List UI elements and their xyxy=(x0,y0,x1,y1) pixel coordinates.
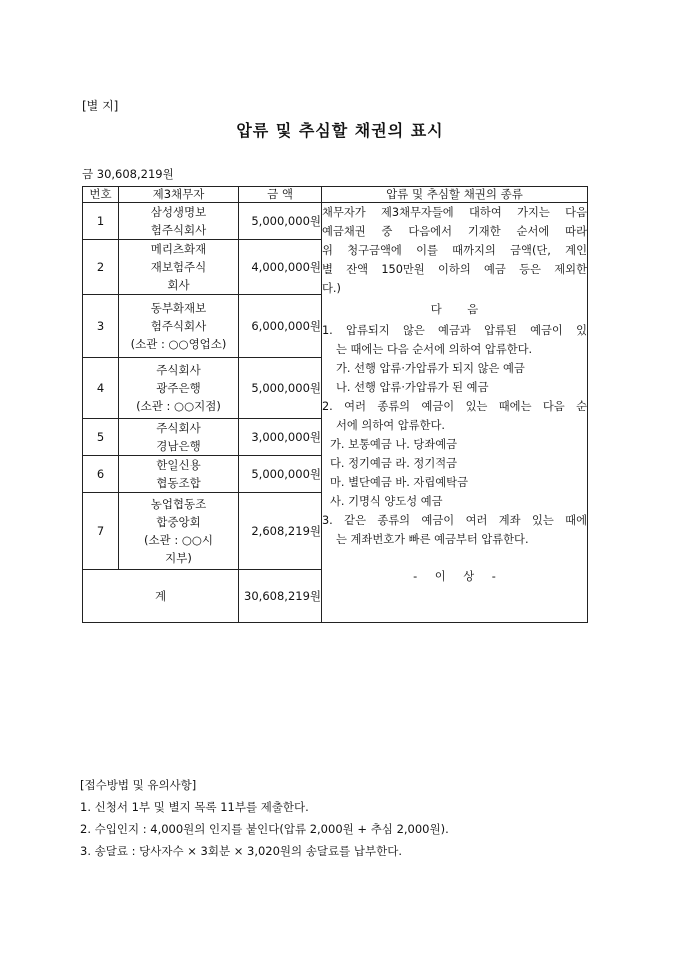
debtor-line: 동부화재보 xyxy=(150,301,207,315)
amount-cell: 5,000,000원 xyxy=(239,203,322,240)
item2-sub: 사. 기명식 양도성 예금 xyxy=(330,495,443,508)
item1-sub: 가. 선행 압류·가압류가 되지 않은 예금 xyxy=(336,362,525,375)
debtor-line: (소관 : ○○시 xyxy=(143,533,214,547)
note-item: 1. 신청서 1부 및 별지 목록 11부를 제출한다. xyxy=(80,800,309,814)
debtor-line: 협동조합 xyxy=(156,476,201,490)
item1-line: 1. 압류되지 않은 예금과 압류된 예금이 있 xyxy=(322,324,587,337)
intro-line: 예금채권 중 다음에서 기재한 순서에 따라 xyxy=(322,225,587,238)
debtor-line: 농업협동조 xyxy=(150,497,207,511)
header-debtor: 제3채무자 xyxy=(119,187,239,203)
row-number: 4 xyxy=(83,358,119,419)
table-header-row xyxy=(83,187,588,203)
debtor-cell xyxy=(119,493,239,570)
amount-cell: 2,608,219원 xyxy=(239,493,322,570)
header-amount: 금 액 xyxy=(239,187,322,203)
total-amount: 30,608,219원 xyxy=(239,570,322,623)
debtor-line: 삼성생명보 xyxy=(150,205,207,219)
debtor-cell xyxy=(119,203,239,240)
item3-line: 는 계좌번호가 빠른 예금부터 압류한다. xyxy=(336,533,529,546)
note-item: 3. 송달료 : 당사자수 × 3회분 × 3,020원의 송달료를 납부한다. xyxy=(80,844,402,858)
debtor-line: 주식회사 xyxy=(156,421,201,435)
debtor-line: 회사 xyxy=(167,278,190,292)
intro-line: 위 청구금액에 이를 때까지의 금액(단, 계인 xyxy=(322,244,587,257)
amount-cell: 6,000,000원 xyxy=(239,295,322,358)
note-item: 2. 수입인지 : 4,000원의 인지를 붙인다(압류 2,000원 + 추심 2,000원). xyxy=(80,822,449,836)
debtor-cell xyxy=(119,240,239,295)
debtor-cell xyxy=(119,358,239,419)
intro-line: 채무자가 제3채무자들에 대하여 가지는 다음 xyxy=(322,206,587,219)
document-title: 압류 및 추심할 채권의 표시 xyxy=(236,121,444,140)
item2-sub: 가. 보통예금 나. 당좌예금 xyxy=(330,438,458,451)
debtor-cell xyxy=(119,295,239,358)
row-number: 7 xyxy=(83,493,119,570)
amount-cell: 5,000,000원 xyxy=(239,358,322,419)
intro-line: 별 잔액 150만원 이하의 예금 등은 제외한 xyxy=(322,263,587,276)
debtor-line: 경남은행 xyxy=(156,439,201,453)
debtor-line: 광주은행 xyxy=(156,381,201,395)
debtor-line: (소관 : ○○지점) xyxy=(136,399,221,413)
attachment-label: [별 지] xyxy=(82,99,119,113)
header-no: 번호 xyxy=(83,187,119,203)
total-amount-line: 금 30,608,219원 xyxy=(82,167,174,181)
row-number: 2 xyxy=(83,240,119,295)
claim-kinds-heading: 다 음 xyxy=(430,303,479,316)
debtor-line: 주식회사 xyxy=(156,363,201,377)
total-label: 계 xyxy=(83,570,239,623)
amount-cell: 4,000,000원 xyxy=(239,240,322,295)
closing-mark: - 이 상 - xyxy=(413,570,496,583)
row-number: 6 xyxy=(83,456,119,493)
claim-kinds-cell xyxy=(322,203,588,623)
debtor-line: 재보험주식 xyxy=(150,260,207,274)
header-claim-kinds: 압류 및 추심할 채권의 종류 xyxy=(322,187,588,203)
notes-heading: [접수방법 및 유의사항] xyxy=(80,778,197,792)
item1-line: 는 때에는 다음 순서에 의하여 압류한다. xyxy=(336,343,533,356)
item1-sub: 나. 선행 압류·가압류가 된 예금 xyxy=(336,381,489,394)
debtor-line: 지부) xyxy=(165,551,192,565)
debtor-line: 험주식회사 xyxy=(150,223,207,237)
intro-line: 다.) xyxy=(322,282,341,295)
notes-section xyxy=(80,774,449,862)
debtor-line: 합중앙회 xyxy=(156,515,201,529)
row-number: 3 xyxy=(83,295,119,358)
claims-table xyxy=(82,186,588,623)
row-number: 5 xyxy=(83,419,119,456)
debtor-line: (소관 : ○○영업소) xyxy=(130,337,227,351)
amount-cell: 3,000,000원 xyxy=(239,419,322,456)
debtor-line: 메리츠화재 xyxy=(150,242,207,256)
debtor-cell xyxy=(119,419,239,456)
item3-line: 3. 같은 종류의 예금이 여러 계좌 있는 때에 xyxy=(322,514,587,527)
debtor-line: 험주식회사 xyxy=(150,319,207,333)
amount-cell: 5,000,000원 xyxy=(239,456,322,493)
table-row xyxy=(83,203,588,240)
debtor-line: 한일신용 xyxy=(156,458,201,472)
debtor-cell xyxy=(119,456,239,493)
row-number: 1 xyxy=(83,203,119,240)
item2-sub: 마. 별단예금 바. 자립예탁금 xyxy=(330,476,468,489)
item2-line: 서에 의하여 압류한다. xyxy=(336,419,445,432)
item2-line: 2. 여러 종류의 예금이 있는 때에는 다음 순 xyxy=(322,400,587,413)
item2-sub: 다. 정기예금 라. 정기적금 xyxy=(330,457,458,470)
